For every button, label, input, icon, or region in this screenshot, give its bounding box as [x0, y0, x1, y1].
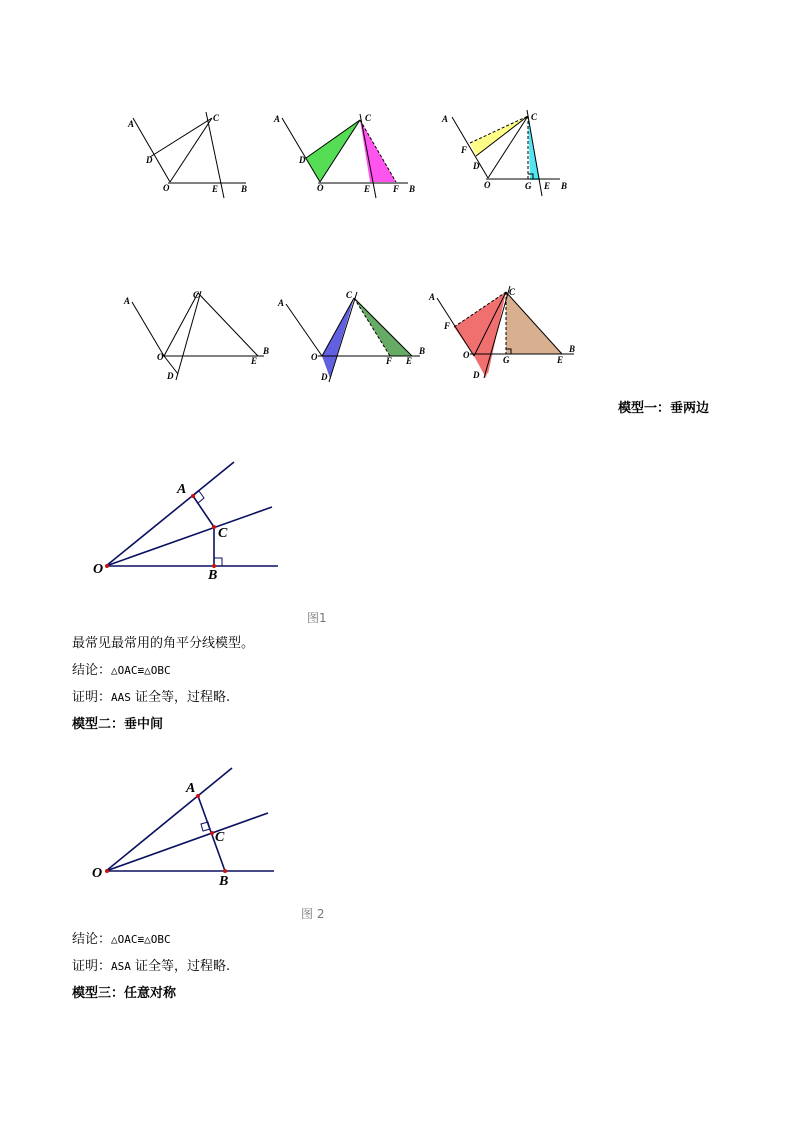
point-label-g: G: [503, 355, 510, 365]
point-label-o: O: [311, 352, 318, 362]
model1-heading: 模型一：垂两边: [618, 401, 710, 416]
point-label-c: C: [215, 830, 225, 845]
point-label-f: F: [393, 184, 400, 194]
point-label-f: F: [386, 356, 393, 366]
point-label-a: A: [124, 296, 131, 306]
point-label-e: E: [557, 355, 564, 365]
point-label-a: A: [429, 292, 436, 302]
point-label-a: A: [274, 114, 281, 124]
model1-proof: 证明：AAS 证全等，过程略.: [72, 690, 231, 705]
point-label-c: C: [509, 287, 516, 297]
point-label-g: G: [525, 181, 532, 191]
point-label-a: A: [186, 781, 196, 796]
point-label-a: A: [177, 482, 187, 497]
point-label-o: O: [317, 183, 324, 193]
point-label-c: C: [218, 526, 228, 541]
point-label-d: D: [299, 155, 306, 165]
model2-heading: 模型二：垂中间: [72, 717, 164, 732]
point-label-e: E: [364, 184, 371, 194]
point-label-e: E: [251, 356, 258, 366]
point-label-d: D: [146, 155, 153, 165]
point-label-b: B: [219, 874, 229, 889]
point-label-d: D: [473, 370, 480, 380]
point-label-e: E: [544, 181, 551, 191]
model3-heading: 模型三：任意对称: [72, 986, 177, 1001]
model2-proof: 证明：ASA 证全等，过程略.: [72, 959, 231, 974]
point-label-a: A: [278, 298, 285, 308]
point-label-o: O: [463, 350, 470, 360]
point-label-d: D: [167, 371, 174, 381]
point-label-b: B: [569, 344, 576, 354]
point-label-o: O: [163, 183, 170, 193]
model1-conclusion: 结论：△OAC≌△OBC: [72, 663, 171, 678]
point-label-f: F: [444, 321, 451, 331]
point-label-f: F: [461, 145, 468, 155]
point-label-o: O: [92, 866, 103, 881]
point-label-c: C: [346, 290, 353, 300]
point-label-b: B: [409, 184, 416, 194]
point-label-c: C: [531, 112, 538, 122]
point-label-b: B: [208, 568, 218, 583]
point-label-b: B: [419, 346, 426, 356]
point-label-b: B: [263, 346, 270, 356]
point-label-c: C: [193, 290, 200, 300]
point-label-a: A: [442, 114, 449, 124]
point-label-b: B: [241, 184, 248, 194]
point-label-o: O: [484, 180, 491, 190]
point-label-e: E: [212, 184, 219, 194]
point-label-c: C: [365, 113, 372, 123]
point-label-d: D: [321, 372, 328, 382]
figure-caption-1: 图1: [307, 611, 327, 625]
point-label-c: C: [213, 113, 220, 123]
point-label-b: B: [561, 181, 568, 191]
point-label-o: O: [157, 352, 164, 362]
model1-intro: 最常见最常用的角平分线模型。: [72, 636, 255, 651]
point-label-e: E: [406, 356, 413, 366]
figure-caption-2: 图 2: [301, 907, 325, 921]
point-label-d: D: [473, 161, 480, 171]
point-label-o: O: [93, 562, 104, 577]
point-label-a: A: [128, 119, 135, 129]
model2-conclusion: 结论：△OAC≌△OBC: [72, 932, 171, 947]
